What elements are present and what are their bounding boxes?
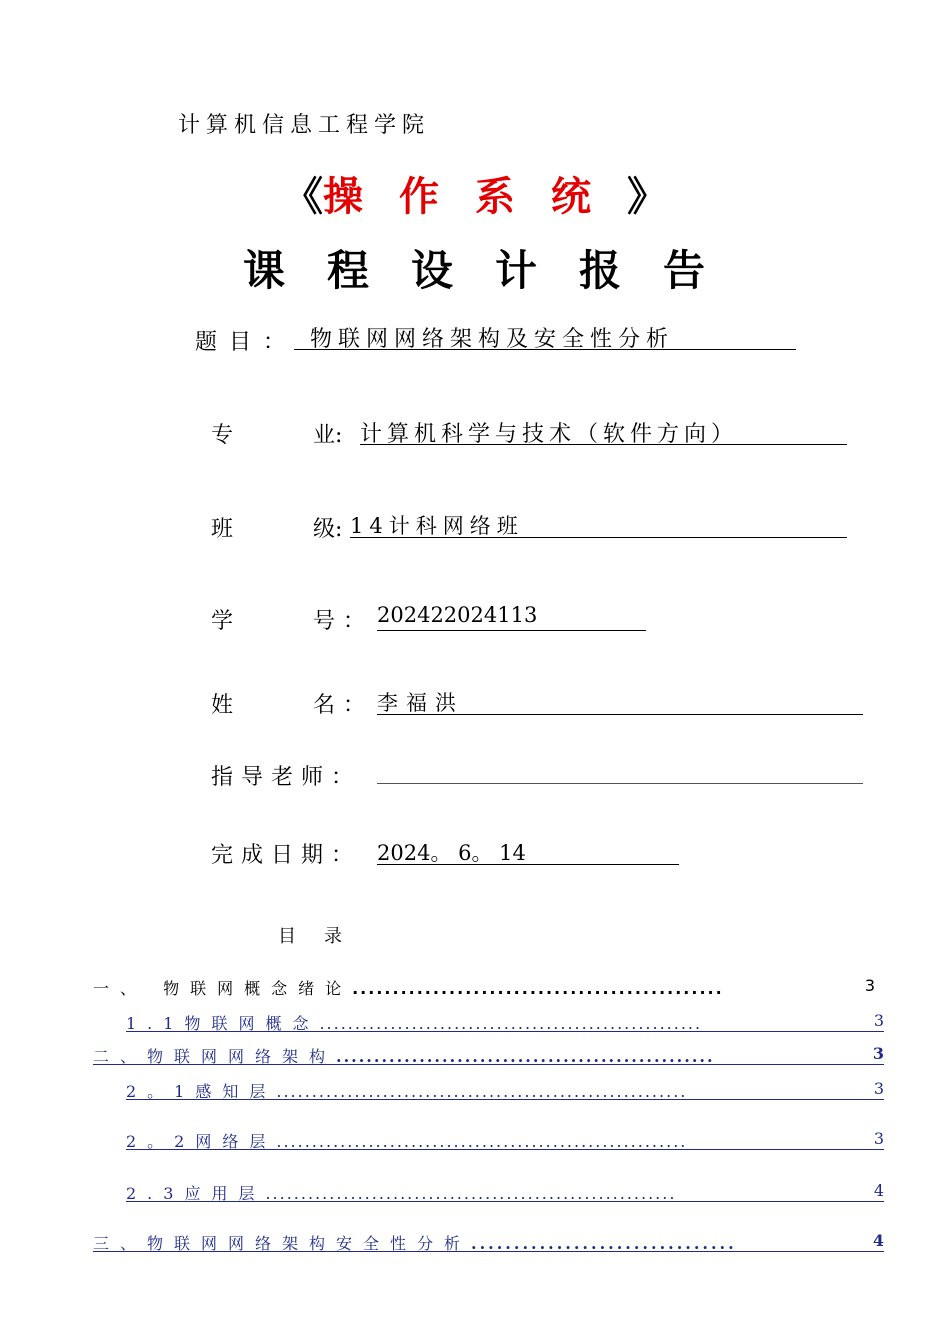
toc-entry-dots: .......................................................... [265, 1184, 677, 1203]
toc-entry-text: 2。2网络层 [126, 1132, 277, 1151]
class-value: 14计科网络班 [350, 510, 847, 538]
date-label: 完成日期： [211, 843, 362, 868]
toc-entry-page: 4 [872, 1231, 884, 1250]
name-value: 李福洪 [377, 687, 863, 715]
advisor-value [377, 756, 863, 784]
toc-entry-page: 3 [873, 1079, 884, 1098]
topic-label: 题目： [195, 330, 298, 355]
toc-entry-page: 4 [873, 1181, 884, 1200]
course-open-bracket: 《 [283, 174, 323, 220]
toc-entry-5[interactable] [126, 1129, 884, 1150]
toc-entry-4[interactable] [126, 1079, 884, 1100]
class-label-a: 班 [211, 517, 234, 542]
toc-title: 目录 [278, 926, 370, 947]
student-id-label-b: 号： [313, 609, 374, 634]
toc-entry-page: 3 [873, 1129, 884, 1148]
toc-entry-text: 1.1物联网概念 [126, 1014, 320, 1033]
toc-entry-text: 三、物联网网络架构安全性分析 [93, 1234, 472, 1253]
toc-entry-3[interactable] [93, 1044, 884, 1065]
toc-entry-1[interactable] [93, 976, 875, 998]
college-name: 计算机信息工程学院 [178, 113, 431, 138]
class-label-b: 级: [313, 517, 343, 542]
toc-entry-dots: ............................... [471, 1234, 737, 1253]
date-value: 2024。 6。 14 [377, 837, 679, 865]
student-id-label-a: 学 [211, 609, 234, 634]
name-label-a: 姓 [211, 693, 234, 718]
toc-entry-page: 3 [872, 1044, 884, 1063]
student-id-value: 202422024113 [377, 603, 646, 631]
major-label-b: 业: [313, 423, 343, 448]
toc-entry-text: 二、物联网网络架构 [93, 1047, 337, 1066]
toc-entry-page: 3 [873, 1011, 884, 1030]
toc-entry-7[interactable] [93, 1231, 884, 1252]
major-label-a: 专 [211, 423, 234, 448]
toc-entry-text: 2.3应用层 [126, 1184, 266, 1203]
toc-entry-page: 3 [864, 976, 875, 995]
course-title [0, 165, 950, 222]
major-value: 计算机科学与技术（软件方向） [360, 417, 847, 445]
toc-entry-text: 一、 物联网概念绪论 [93, 979, 353, 998]
toc-entry-dots: .................................................. [336, 1047, 715, 1066]
course-name: 操作系统 [323, 174, 627, 220]
advisor-label: 指导老师： [211, 765, 362, 790]
toc-entry-dots: .......................................................... [276, 1082, 688, 1101]
toc-entry-dots: .............................................. [352, 979, 724, 998]
report-title: 课程设计报告 [242, 246, 747, 295]
toc-entry-2[interactable] [126, 1011, 884, 1032]
course-close-bracket: 》 [627, 174, 667, 220]
topic-value: 物联网网络架构及安全性分析 [294, 322, 796, 350]
toc-entry-6[interactable] [126, 1181, 884, 1202]
name-label-b: 名： [313, 693, 374, 718]
toc-entry-dots: ...................................................... [319, 1014, 703, 1033]
toc-entry-text: 2。1感知层 [126, 1082, 277, 1101]
toc-entry-dots: .......................................................... [276, 1132, 688, 1151]
